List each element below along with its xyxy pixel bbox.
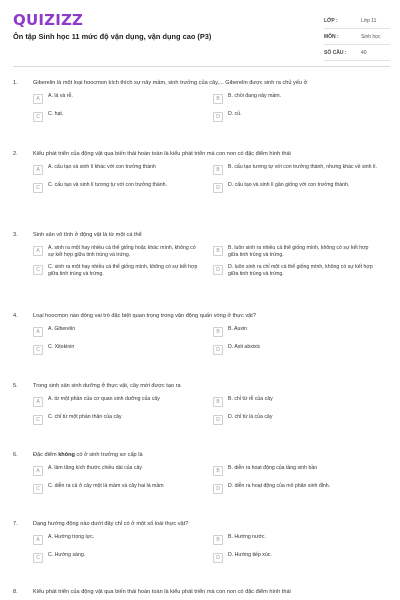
question-text: Giberelin là một loại hoocmon kích thích sự nảy mầm, sinh trưởng của cây,... Giberelin được sinh ra chủ yếu ở	[33, 80, 308, 86]
option-letter-box: B	[213, 535, 223, 545]
option-letter-box: B	[213, 397, 223, 407]
option-letter-box: D	[213, 415, 223, 425]
question-1	[13, 80, 393, 124]
quizizz-logo: QUIZIZZ	[13, 11, 84, 29]
option-text: C. sinh ra một hay nhiều cá thể giống mình, không có sự kết hợp giữa tinh trùng và trứng.	[48, 264, 198, 278]
question-stem	[13, 383, 393, 390]
option-letter-box: A	[33, 165, 43, 175]
question-number: 5.	[13, 383, 18, 389]
option-c[interactable]	[33, 344, 200, 357]
option-text: D. Axit abxixic	[228, 343, 261, 350]
option-d[interactable]	[213, 552, 380, 565]
option-letter-box: C	[33, 553, 43, 563]
meta-value: Lớp 11	[361, 17, 377, 24]
question-number: 1.	[13, 80, 18, 86]
meta-key: LỚP :	[324, 17, 338, 24]
option-b[interactable]	[213, 93, 380, 106]
question-stem	[13, 452, 393, 459]
option-a[interactable]	[33, 164, 200, 177]
option-text: C. diễn ra cả ở cây một lá mầm và cây hai lá mầm	[48, 482, 164, 489]
meta-value: Sinh học	[361, 33, 381, 40]
question-text: Kiểu phát triển của động vật qua biến thái hoàn toàn là kiểu phát triển mà con non có đặc điểm hình thái	[33, 589, 291, 595]
option-text: D. luôn sinh ra chỉ một cá thể giống mình, không có sự kết hợp giữa tinh trùng và trứng.	[228, 264, 373, 278]
option-letter-box: D	[213, 183, 223, 193]
option-text: B. chỉ từ rễ của cây	[228, 395, 273, 402]
option-a[interactable]	[33, 534, 200, 547]
option-letter-box: C	[33, 484, 43, 494]
option-b[interactable]	[213, 534, 380, 547]
option-text: B. cấu tạo tương tự với con trưởng thành, nhưng khác về sinh lí.	[228, 163, 377, 170]
option-letter-box: D	[213, 553, 223, 563]
option-letter-box: B	[213, 94, 223, 104]
option-b[interactable]	[213, 396, 380, 409]
question-number: 3.	[13, 232, 18, 238]
option-letter-box: C	[33, 415, 43, 425]
option-letter-box: D	[213, 345, 223, 355]
option-letter-box: D	[213, 484, 223, 494]
answer-options	[33, 396, 393, 427]
option-b[interactable]	[213, 245, 380, 259]
option-text: B. luôn sinh ra nhiều cá thể giống mình, không có sự kết hợp giữa tinh trùng và trứng.	[228, 244, 369, 258]
question-8	[13, 589, 393, 596]
answer-options	[33, 245, 393, 278]
option-text: A. từ một phần của cơ quan sinh dưỡng của cây	[48, 395, 160, 402]
option-a[interactable]	[33, 245, 200, 259]
option-letter-box: D	[213, 112, 223, 122]
question-text: Sinh sản vô tính ở động vật là từ một cá thể	[33, 232, 142, 238]
question-text: Trong sinh sản sinh dưỡng ở thực vật, cây mới được tạo ra	[33, 383, 181, 389]
question-stem	[13, 521, 393, 528]
option-c[interactable]	[33, 111, 200, 124]
option-d[interactable]	[213, 414, 380, 427]
meta-key: MÔN :	[324, 33, 339, 40]
option-a[interactable]	[33, 93, 200, 106]
question-4	[13, 313, 393, 357]
question-text-emphasis: không	[58, 452, 75, 458]
option-text: B. chồi đang nảy mầm.	[228, 92, 282, 99]
question-3	[13, 232, 393, 278]
question-2	[13, 151, 393, 195]
option-text: D. củ.	[228, 110, 242, 117]
question-number: 4.	[13, 313, 18, 319]
option-c[interactable]	[33, 264, 200, 278]
option-text: D. Hướng tiếp xúc.	[228, 551, 272, 558]
meta-row-subject	[324, 29, 390, 45]
option-letter-box: A	[33, 466, 43, 476]
meta-key: SỐ CÂU :	[324, 49, 347, 56]
meta-row-count	[324, 45, 390, 61]
question-number: 6.	[13, 452, 18, 458]
question-text-pre: Đặc điểm	[33, 452, 59, 458]
option-c[interactable]	[33, 483, 200, 496]
option-text: D. chỉ từ lá của cây	[228, 413, 273, 420]
option-letter-box: B	[213, 165, 223, 175]
question-7	[13, 521, 393, 565]
option-letter-box: A	[33, 535, 43, 545]
option-letter-box: A	[33, 397, 43, 407]
option-letter-box: A	[33, 94, 43, 104]
question-text: Loại hoocmon nào đóng vai trò đặc biệt quan trọng trong vận động quấn vòng ở thực vật?	[33, 313, 256, 319]
question-stem	[13, 589, 393, 596]
option-b[interactable]	[213, 326, 380, 339]
option-letter-box: A	[33, 246, 43, 256]
option-text: D. cấu tạo và sinh lí gần giống với con trưởng thành.	[228, 181, 350, 188]
option-b[interactable]	[213, 164, 380, 177]
option-text: C. Xitokinin	[48, 343, 75, 350]
answer-options	[33, 326, 393, 357]
question-stem	[13, 80, 393, 87]
option-letter-box: B	[213, 466, 223, 476]
option-c[interactable]	[33, 182, 200, 195]
option-c[interactable]	[33, 552, 200, 565]
question-number: 7.	[13, 521, 18, 527]
question-number: 8.	[13, 589, 18, 595]
option-a[interactable]	[33, 465, 200, 478]
worksheet-title: Ôn tập Sinh học 11 mức độ vận dụng, vận dụng cao (P3)	[13, 32, 212, 41]
option-d[interactable]	[213, 182, 380, 195]
option-text: C. hạt.	[48, 110, 64, 117]
answer-options	[33, 93, 393, 124]
option-letter-box: B	[213, 246, 223, 256]
option-text: B. diễn ra hoạt động của tầng sinh bần	[228, 464, 318, 471]
option-text: D. diễn ra hoạt động của mô phân sinh đỉnh.	[228, 482, 331, 489]
option-letter-box: D	[213, 265, 223, 275]
header-divider	[13, 66, 390, 67]
option-a[interactable]	[33, 396, 200, 409]
option-text: A. làm tăng kích thước chiều dài của cây	[48, 464, 142, 471]
option-letter-box: C	[33, 345, 43, 355]
worksheet-header	[0, 0, 400, 64]
question-6	[13, 452, 393, 496]
option-text: A. sinh ra một hay nhiều cá thể giống hoặc khác mình, không có sự kết hợp giữa tinh trùng và trứng.	[48, 244, 196, 258]
option-letter-box: C	[33, 265, 43, 275]
option-text: A. cấu tạo và sinh lí khác với con trưởng thành	[48, 163, 156, 170]
option-letter-box: B	[213, 327, 223, 337]
option-c[interactable]	[33, 414, 200, 427]
meta-value: 40	[361, 49, 367, 56]
option-b[interactable]	[213, 465, 380, 478]
question-text	[33, 452, 393, 459]
option-letter-box: A	[33, 327, 43, 337]
option-d[interactable]	[213, 111, 380, 124]
question-stem	[13, 232, 393, 239]
option-text: C. cấu tạo và sinh lí tương tự với con trưởng thành.	[48, 181, 167, 188]
worksheet-meta	[324, 13, 390, 61]
option-text: B. Hướng nước.	[228, 533, 266, 540]
option-d[interactable]	[213, 483, 380, 496]
question-text-post: có ở sinh trưởng sơ cấp là	[74, 452, 143, 458]
option-letter-box: C	[33, 112, 43, 122]
option-text: C. Hướng sáng.	[48, 551, 86, 558]
question-stem	[13, 151, 393, 158]
answer-options	[33, 534, 393, 565]
question-5	[13, 383, 393, 427]
answer-options	[33, 164, 393, 195]
answer-options	[33, 465, 393, 496]
option-text: C. chỉ từ một phần thân của cây	[48, 413, 122, 420]
question-number: 2.	[13, 151, 18, 157]
meta-row-class	[324, 13, 390, 29]
question-stem	[13, 313, 393, 320]
option-a[interactable]	[33, 326, 200, 339]
option-text: B. Auxin	[228, 325, 248, 332]
option-text: A. Hướng trọng lực.	[48, 533, 95, 540]
question-text: Dạng hướng động nào dưới đây chỉ có ở một số loài thực vật?	[33, 521, 189, 527]
option-text: A. Giberelin	[48, 325, 76, 332]
question-text: Kiểu phát triển của động vật qua biến thái hoàn toàn là kiểu phát triển mà con non có đặc điểm hình thái	[33, 151, 291, 157]
option-d[interactable]	[213, 344, 380, 357]
option-d[interactable]	[213, 264, 380, 278]
option-text: A. lá và rễ.	[48, 92, 73, 99]
option-letter-box: C	[33, 183, 43, 193]
